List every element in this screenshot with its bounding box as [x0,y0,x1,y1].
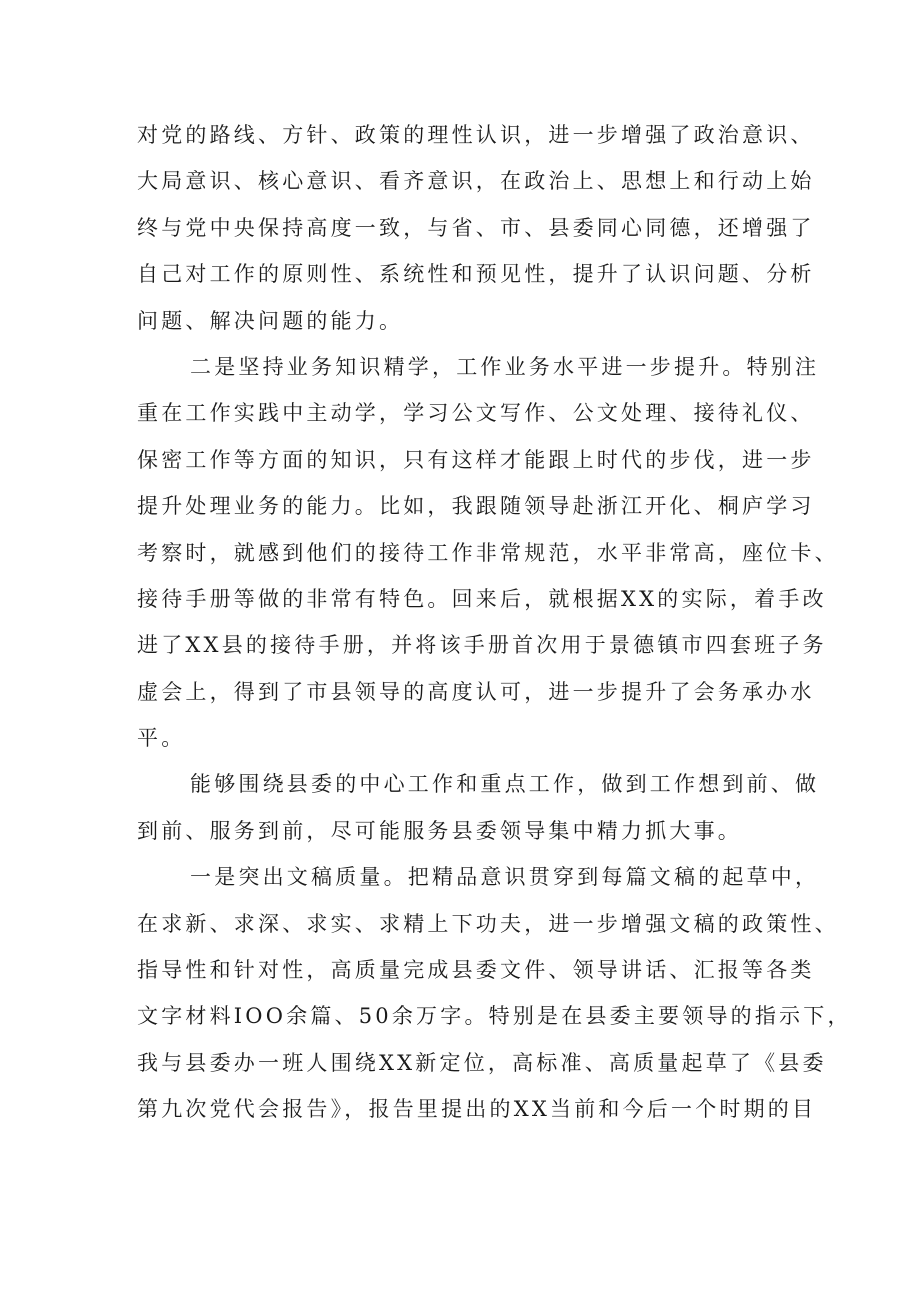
text-line: 文字材料IOO余篇、50余万字。特别是在县委主要领导的指示下， [137,1004,852,1029]
text-line: 自己对工作的原则性、系统性和预见性，提升了认识问题、分析 [137,262,815,287]
text-line: 重在工作实践中主动学，学习公文写作、公文处理、接待礼仪、 [137,401,815,426]
text-line: 在求新、求深、求实、求精上下功夫，进一步增强文稿的政策性、 [137,911,839,936]
paragraph-first-line: 能够围绕县委的中心工作和重点工作，做到工作想到前、做 [190,772,820,797]
text-line: 保密工作等方面的知识，只有这样才能跟上时代的步伐，进一步 [137,447,815,472]
paragraph-first-line: 一是突出文稿质量。把精品意识贯穿到每篇文稿的起草中， [190,865,820,890]
text-line: 问题、解决问题的能力。 [137,308,404,333]
text-line: 接待手册等做的非常有特色。回来后，就根据XX的实际，着手改 [137,586,827,611]
document-body [137,112,852,1133]
text-line: 终与党中央保持高度一致，与省、市、县委同心同德，还增强了 [137,215,815,240]
text-line: 虚会上，得到了市县领导的高度认可，进一步提升了会务承办水 [137,679,815,704]
text-line: 大局意识、核心意识、看齐意识，在政治上、思想上和行动上始 [137,169,815,194]
text-line: 第九次党代会报告》，报告里提出的XX当前和今后一个时期的目 [137,1097,817,1122]
text-line: 考察时，就感到他们的接待工作非常规范，水平非常高，座位卡、 [137,540,839,565]
text-line: 到前、服务到前，尽可能服务县委领导集中精力抓大事。 [137,818,742,843]
text-line: 我与县委办一班人围绕XX新定位，高标准、高质量起草了《县委 [137,1050,827,1075]
text-line: 提升处理业务的能力。比如，我跟随领导赴浙江开化、桐庐学习 [137,494,815,519]
paragraph-first-line: 二是坚持业务知识精学，工作业务水平进一步提升。特别注 [190,354,820,379]
text-line: 平。 [137,726,186,751]
text-line: 对党的路线、方针、政策的理性认识，进一步增强了政治意识、 [137,123,815,147]
text-line: 进了XX县的接待手册，并将该手册首次用于景德镇市四套班子务 [137,633,827,658]
text-line: 指导性和针对性，高质量完成县委文件、领导讲话、汇报等各类 [137,958,815,983]
